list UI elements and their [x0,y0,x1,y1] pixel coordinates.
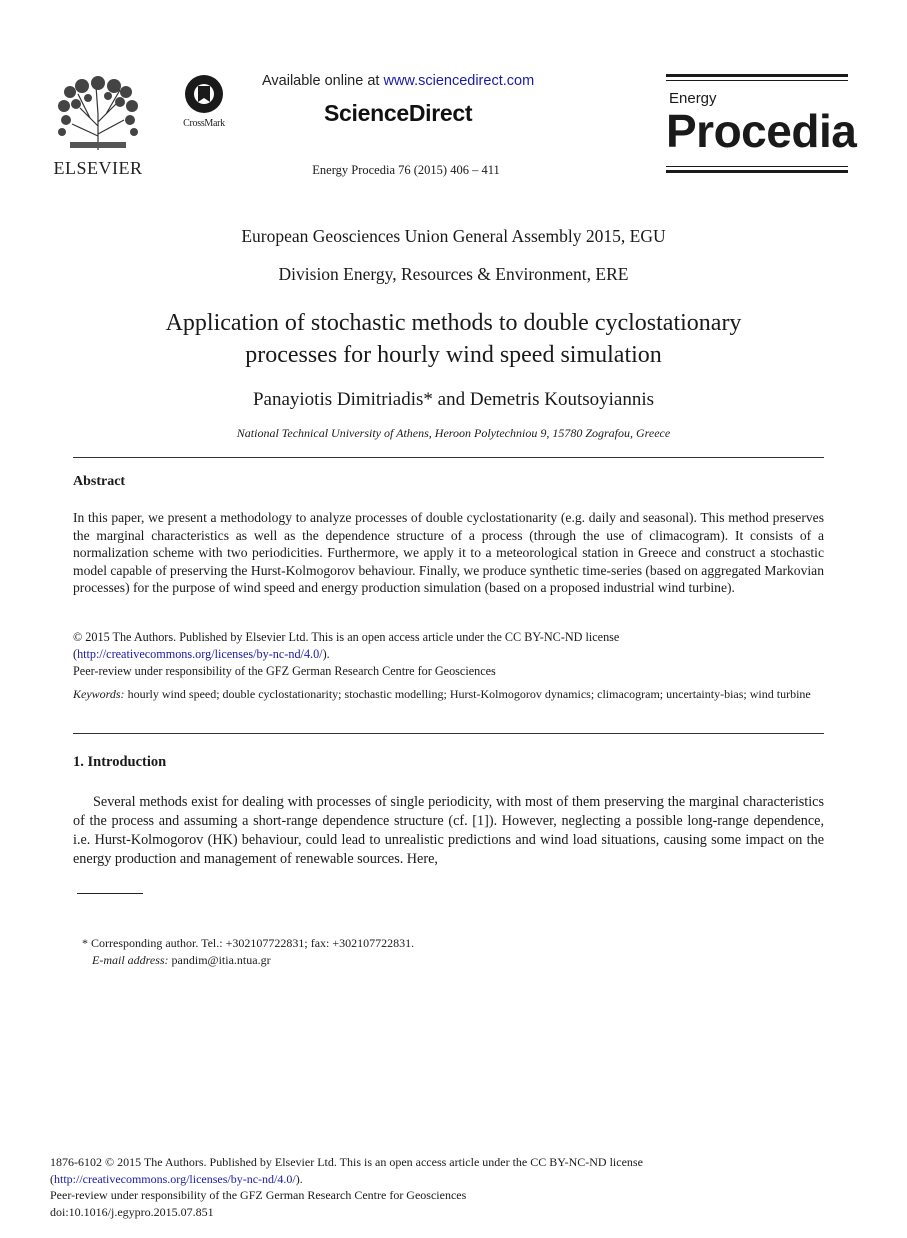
crossmark-wordmark: CrossMark [183,118,225,129]
email-label: E-mail address: [92,953,169,967]
section-divider [73,733,824,734]
license-close-paren: ). [322,647,330,661]
authors: Panayiotis Dimitriadis* and Demetris Koutsoyiannis [252,389,655,410]
elsevier-logo [50,74,146,178]
conference-line-1: European Geosciences Union General Assembly 2015, EGU [241,226,666,246]
paper-title [0,307,907,371]
keywords-list: hourly wind speed; double cyclostationarity; stochastic modelling; Hurst-Kolmogorov dynamics; climacogram; uncertainty-bias; wind turbine [124,687,811,701]
license-link[interactable]: http://creativecommons.org/licenses/by-nc-nd/4.0/ [77,647,323,661]
peer-review-note: Peer-review under responsibility of the GFZ German Research Centre for Geosciences [73,664,496,678]
journal-big-title: Procedia [666,105,857,157]
available-prefix: Available online at [262,73,384,89]
elsevier-wordmark: ELSEVIER [53,158,143,178]
title-line-2: processes for hourly wind speed simulation [245,342,662,368]
crossmark-icon [174,74,234,116]
license-line-1: © 2015 The Authors. Published by Elsevier Ltd. This is an open access article under the CC BY-NC-ND license [73,630,620,644]
issn-footer [50,1154,850,1220]
license-open-paren: ( [73,647,78,661]
footnote-rule [77,893,143,894]
conference-line-2: Division Energy, Resources & Environment, ERE [278,264,629,284]
energy-procedia-logo [666,74,857,178]
crossmark-logo[interactable] [174,74,234,132]
footer-close-paren: ). [295,1171,303,1186]
available-online-line [262,73,534,89]
email-address: pandim@itia.ntua.gr [168,953,271,967]
logo-rule [666,166,848,167]
footnote [82,935,414,969]
abstract-heading: Abstract [73,474,126,489]
footer-license-link[interactable]: http://creativecommons.org/licenses/by-nc-nd/4.0/ [54,1171,296,1186]
footer-license-line: 1876-6102 © 2015 The Authors. Published by Elsevier Ltd. This is an open access article under the CC BY-NC-ND license [50,1155,643,1169]
logo-rule [666,74,848,77]
introduction-text: Several methods exist for dealing with processes of single periodicity, with most of them preserving the marginal characteristics of the process and assuming a short-range dependence structure (cf. [1]). However, neglecting a possible long-range dependence, i.e. Hurst-Kolmogorov (HK) behaviour, could lead to unrealistic predictions and wind load situations, causing some impact on the energy production and management of renewable sources. Here, [73,794,824,867]
journal-citation: Energy Procedia 76 (2015) 406 – 411 [312,163,500,177]
license-line-2 [73,646,824,663]
introduction-heading: 1. Introduction [73,754,167,770]
section-divider [73,457,824,458]
footer-link-line [50,1171,850,1188]
footer-open-paren: ( [50,1171,54,1186]
journal-small-title: Energy [669,90,717,107]
keywords [73,686,824,703]
sciencedirect-link[interactable]: www.sciencedirect.com [383,73,535,89]
doi: doi:10.1016/j.egypro.2015.07.851 [50,1204,214,1219]
affiliation: National Technical University of Athens, Heroon Polytechniou 9, 15780 Zografou, Greece [236,426,671,440]
email-line [82,952,414,969]
title-line-1: Application of stochastic methods to double cyclostationary [165,310,742,336]
corresponding-author: * Corresponding author. Tel.: +302107722831; fax: +302107722831. [82,936,415,950]
keywords-label: Keywords: [73,687,125,701]
abstract-text: In this paper, we present a methodology to analyze processes of double cyclostationarity (e.g. daily and seasonal). This method preserves the marginal characteristics as well as the dependence structure of a process (through the use of climacogram). It consists of a normalization scheme with two periodicities. Furthermore, we apply it to a meteorological station in Greece and construct a stochastic model capable of preserving the Hurst-Kolmogorov behaviour. Finally, we produce synthetic time-series (based on aggregated Markovian processes) for the purpose of wind speed and energy production simulation (based on a proposed industrial wind turbine). [73,510,824,596]
footer-peer-review: Peer-review under responsibility of the GFZ German Research Centre for Geosciences [50,1188,467,1203]
license-block [73,629,824,680]
logo-rule [666,80,848,81]
sciencedirect-wordmark: ScienceDirect [324,100,473,126]
logo-rule [666,170,848,173]
